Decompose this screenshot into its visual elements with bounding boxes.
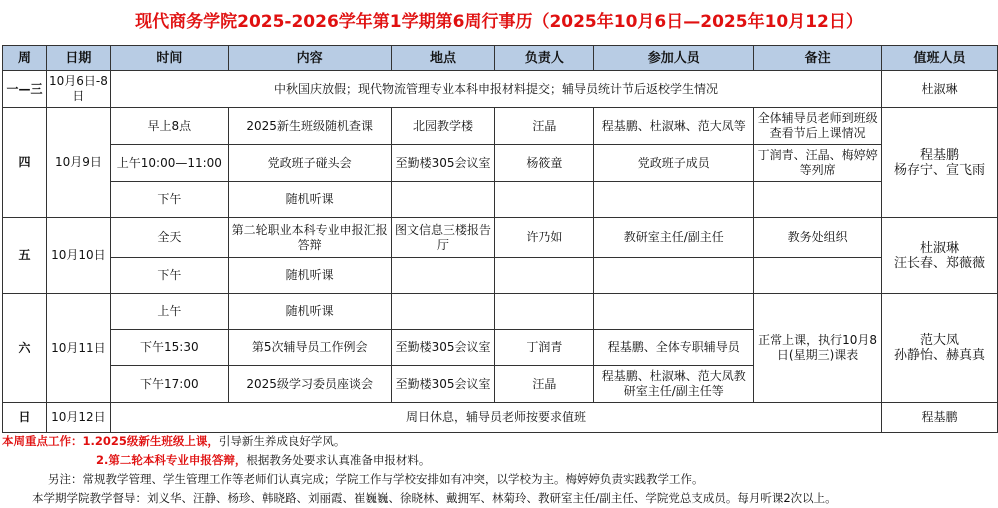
- table-row: [3, 218, 998, 258]
- duty-cell: 范大凤 孙静怡、赫真真: [882, 294, 998, 403]
- place-cell: [391, 258, 495, 294]
- week-cell: 四: [3, 108, 47, 218]
- people-cell: 党政班子成员: [594, 145, 754, 182]
- time-cell: 下午17:00: [110, 366, 228, 403]
- merged-cell: 中秋国庆放假；现代物流管理专业本科申报材料提交；辅导员统计节后返校学生情况: [110, 71, 881, 108]
- note-cell: [754, 258, 882, 294]
- people-cell: [594, 294, 754, 330]
- table-row: [3, 258, 998, 294]
- date-cell: 10月6日-8日: [46, 71, 110, 108]
- lead-cell: 许乃如: [495, 218, 594, 258]
- focus-item-2: 2.第二轮本科专业申报答辩，: [96, 453, 247, 467]
- page-title: 现代商务学院2025-2026学年第1学期第6周行事历（2025年10月6日—2025年10月12日）: [135, 12, 863, 32]
- content-cell: 随机听课: [228, 258, 391, 294]
- people-cell: [594, 258, 754, 294]
- duty-cell: 杜淑琳 汪长春、郑薇薇: [882, 218, 998, 294]
- people-cell: [594, 182, 754, 218]
- week-cell: 日: [3, 403, 47, 433]
- lead-cell: 丁润青: [495, 330, 594, 366]
- people-cell: 教研室主任/副主任: [594, 218, 754, 258]
- focus-line-1: [2, 432, 996, 451]
- table-row: [3, 145, 998, 182]
- content-cell: 2025级学习委员座谈会: [228, 366, 391, 403]
- date-cell: 10月10日: [46, 218, 110, 294]
- header-content: 内容: [228, 46, 391, 71]
- place-cell: 至勤楼305会议室: [391, 330, 495, 366]
- note-cell: 正常上课，执行10月8日(星期三)课表: [754, 294, 882, 403]
- supervisor-line: 本学期学院教学督导：刘义华、汪静、杨珍、韩晓路、刘丽霞、崔巍巍、徐晓林、戴拥军、林菊玲、教研室主任/副主任、学院党总支成员。每月听课2次以上。: [32, 491, 837, 505]
- table-row: [3, 182, 998, 218]
- table-row: [3, 294, 998, 330]
- table-row: [3, 108, 998, 145]
- lead-cell: 杨筱童: [495, 145, 594, 182]
- focus-line-2: [2, 451, 996, 470]
- time-cell: 全天: [110, 218, 228, 258]
- place-cell: [391, 182, 495, 218]
- content-cell: 党政班子碰头会: [228, 145, 391, 182]
- note-cell: 丁润青、汪晶、梅婷婷等列席: [754, 145, 882, 182]
- header-duty: 值班人员: [882, 46, 998, 71]
- schedule-table: [2, 45, 998, 433]
- header-note: 备注: [754, 46, 882, 71]
- place-cell: 至勤楼305会议室: [391, 145, 495, 182]
- lead-cell: [495, 182, 594, 218]
- week-cell: 六: [3, 294, 47, 403]
- notes-section: [2, 432, 996, 508]
- time-cell: 下午15:30: [110, 330, 228, 366]
- header-place: 地点: [391, 46, 495, 71]
- time-cell: 上午10:00—11:00: [110, 145, 228, 182]
- time-cell: 下午: [110, 182, 228, 218]
- week-cell: 五: [3, 218, 47, 294]
- header-date: 日期: [46, 46, 110, 71]
- date-cell: 10月12日: [46, 403, 110, 433]
- header-row: [3, 46, 998, 71]
- note-cell: [754, 182, 882, 218]
- focus-item-1-detail: 引导新生养成良好学风。: [218, 434, 346, 448]
- content-cell: 随机听课: [228, 182, 391, 218]
- lead-cell: [495, 258, 594, 294]
- date-cell: 10月11日: [46, 294, 110, 403]
- focus-item-2-detail: 根据教务处要求认真准备申报材料。: [246, 453, 431, 467]
- lead-cell: 汪晶: [495, 366, 594, 403]
- remark-line: 另注：常规教学管理、学生管理工作等老师们认真完成；学院工作与学校安排如有冲突，以学校为主。梅婷婷负责实践教学工作。: [48, 472, 704, 486]
- content-cell: 第5次辅导员工作例会: [228, 330, 391, 366]
- time-cell: 上午: [110, 294, 228, 330]
- header-lead: 负责人: [495, 46, 594, 71]
- week-cell: 一—三: [3, 71, 47, 108]
- lead-cell: 汪晶: [495, 108, 594, 145]
- time-cell: 早上8点: [110, 108, 228, 145]
- place-cell: [391, 294, 495, 330]
- note-cell: 全体辅导员老师到班级查看节后上课情况: [754, 108, 882, 145]
- note-cell: 教务处组织: [754, 218, 882, 258]
- people-cell: 程基鹏、全体专职辅导员: [594, 330, 754, 366]
- focus-label: 本周重点工作：: [2, 434, 83, 448]
- header-time: 时间: [110, 46, 228, 71]
- people-cell: 程基鹏、杜淑琳、范大凤教研室主任/副主任等: [594, 366, 754, 403]
- date-cell: 10月9日: [46, 108, 110, 218]
- place-cell: 至勤楼305会议室: [391, 366, 495, 403]
- table-row: [3, 403, 998, 433]
- time-cell: 下午: [110, 258, 228, 294]
- place-cell: 北园教学楼: [391, 108, 495, 145]
- place-cell: 图文信息三楼报告厅: [391, 218, 495, 258]
- content-cell: 第二轮职业本科专业申报汇报答辩: [228, 218, 391, 258]
- header-people: 参加人员: [594, 46, 754, 71]
- table-row: [3, 71, 998, 108]
- content-cell: 随机听课: [228, 294, 391, 330]
- focus-item-1: 1.2025级新生班级上课，: [82, 434, 219, 448]
- header-week: 周: [3, 46, 47, 71]
- lead-cell: [495, 294, 594, 330]
- duty-cell: 程基鹏: [882, 403, 998, 433]
- duty-cell: 杜淑琳: [882, 71, 998, 108]
- merged-cell: 周日休息，辅导员老师按要求值班: [110, 403, 881, 433]
- people-cell: 程基鹏、杜淑琳、范大凤等: [594, 108, 754, 145]
- content-cell: 2025新生班级随机查课: [228, 108, 391, 145]
- duty-cell: 程基鹏 杨存宁、宣飞雨: [882, 108, 998, 218]
